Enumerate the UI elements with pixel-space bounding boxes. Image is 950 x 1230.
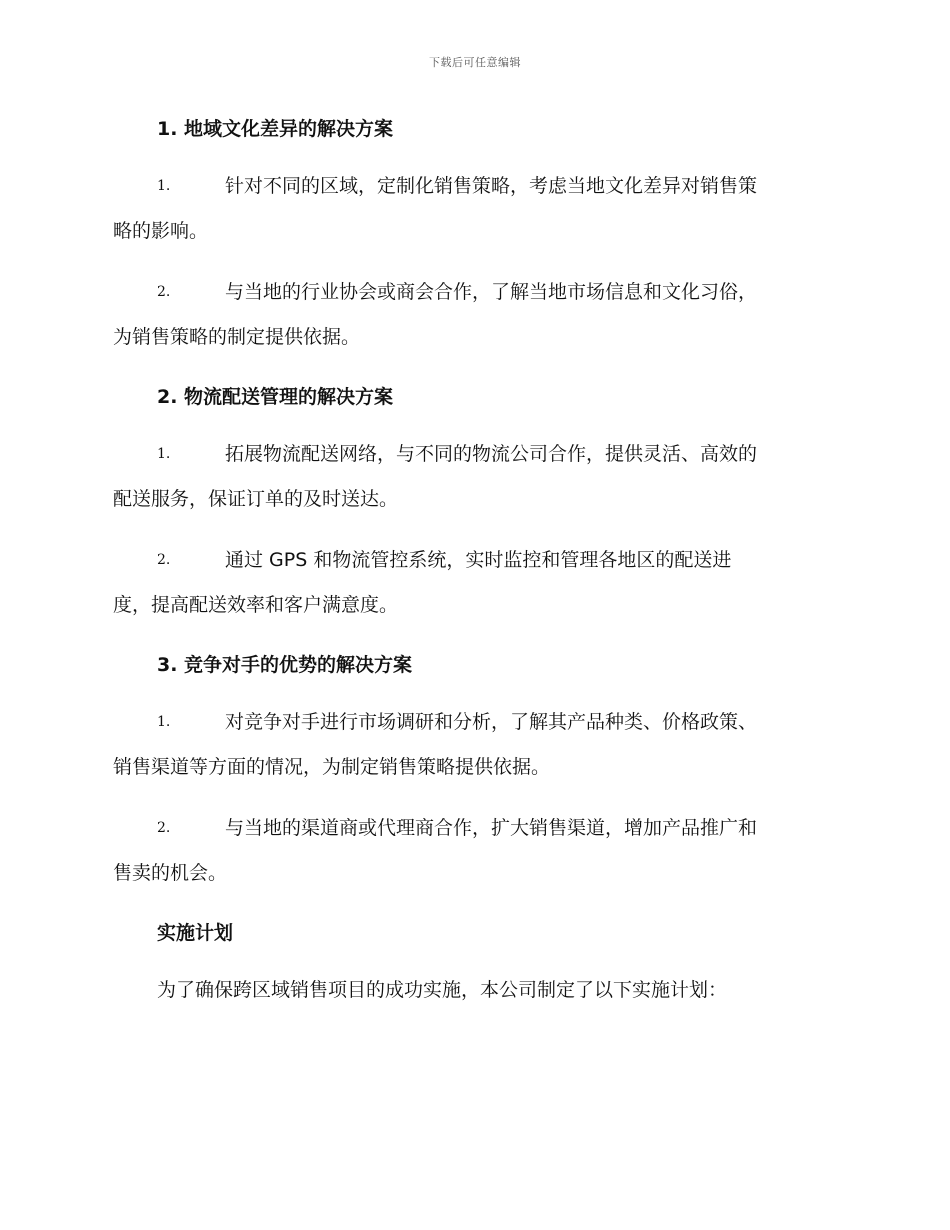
item-text-line2: 为销售策略的制定提供依据。 <box>113 326 361 348</box>
item-number: 2. <box>157 552 171 568</box>
list-item <box>113 270 837 360</box>
plan-heading: 实施计划 <box>157 922 234 944</box>
section-heading: 1. 地域文化差异的解决方案 <box>157 118 394 140</box>
list-item <box>113 432 837 522</box>
item-text-line1: 拓展物流配送网络，与不同的物流公司合作，提供灵活、高效的 <box>225 443 758 465</box>
list-item <box>113 164 837 254</box>
item-text-line2: 售卖的机会。 <box>113 862 228 884</box>
document-body <box>113 110 837 1013</box>
item-text-line2: 略的影响。 <box>113 220 209 242</box>
item-number: 1. <box>157 446 171 462</box>
item-text-line2: 配送服务，保证订单的及时送达。 <box>113 488 399 510</box>
item-number: 2. <box>157 284 171 300</box>
list-item <box>113 538 837 628</box>
list-item <box>113 806 837 896</box>
item-text-line1: 与当地的渠道商或代理商合作，扩大销售渠道，增加产品推广和 <box>225 817 758 839</box>
item-text-line2: 度，提高配送效率和客户满意度。 <box>113 594 399 616</box>
item-number: 2. <box>157 820 171 836</box>
section-logistics <box>113 378 837 628</box>
item-number: 1. <box>157 714 171 730</box>
list-item <box>113 700 837 790</box>
section-plan <box>113 914 837 1013</box>
item-text-line1: 对竞争对手进行市场调研和分析，了解其产品种类、价格政策、 <box>225 711 758 733</box>
item-text-line2: 销售渠道等方面的情况，为制定销售策略提供依据。 <box>113 756 551 778</box>
item-number: 1. <box>157 178 171 194</box>
plan-paragraph: 为了确保跨区域销售项目的成功实施，本公司制定了以下实施计划： <box>157 979 728 1001</box>
item-text-line1: 与当地的行业协会或商会合作，了解当地市场信息和文化习俗， <box>225 281 758 303</box>
section-culture <box>113 110 837 360</box>
section-heading: 3. 竞争对手的优势的解决方案 <box>157 654 413 676</box>
item-text-line1: 针对不同的区域，定制化销售策略，考虑当地文化差异对销售策 <box>225 175 758 197</box>
section-heading: 2. 物流配送管理的解决方案 <box>157 386 394 408</box>
header-note: 下载后可任意编辑 <box>429 56 521 69</box>
item-text-line1: 通过 GPS 和物流管控系统，实时监控和管理各地区的配送进 <box>225 549 732 571</box>
section-competition <box>113 646 837 896</box>
